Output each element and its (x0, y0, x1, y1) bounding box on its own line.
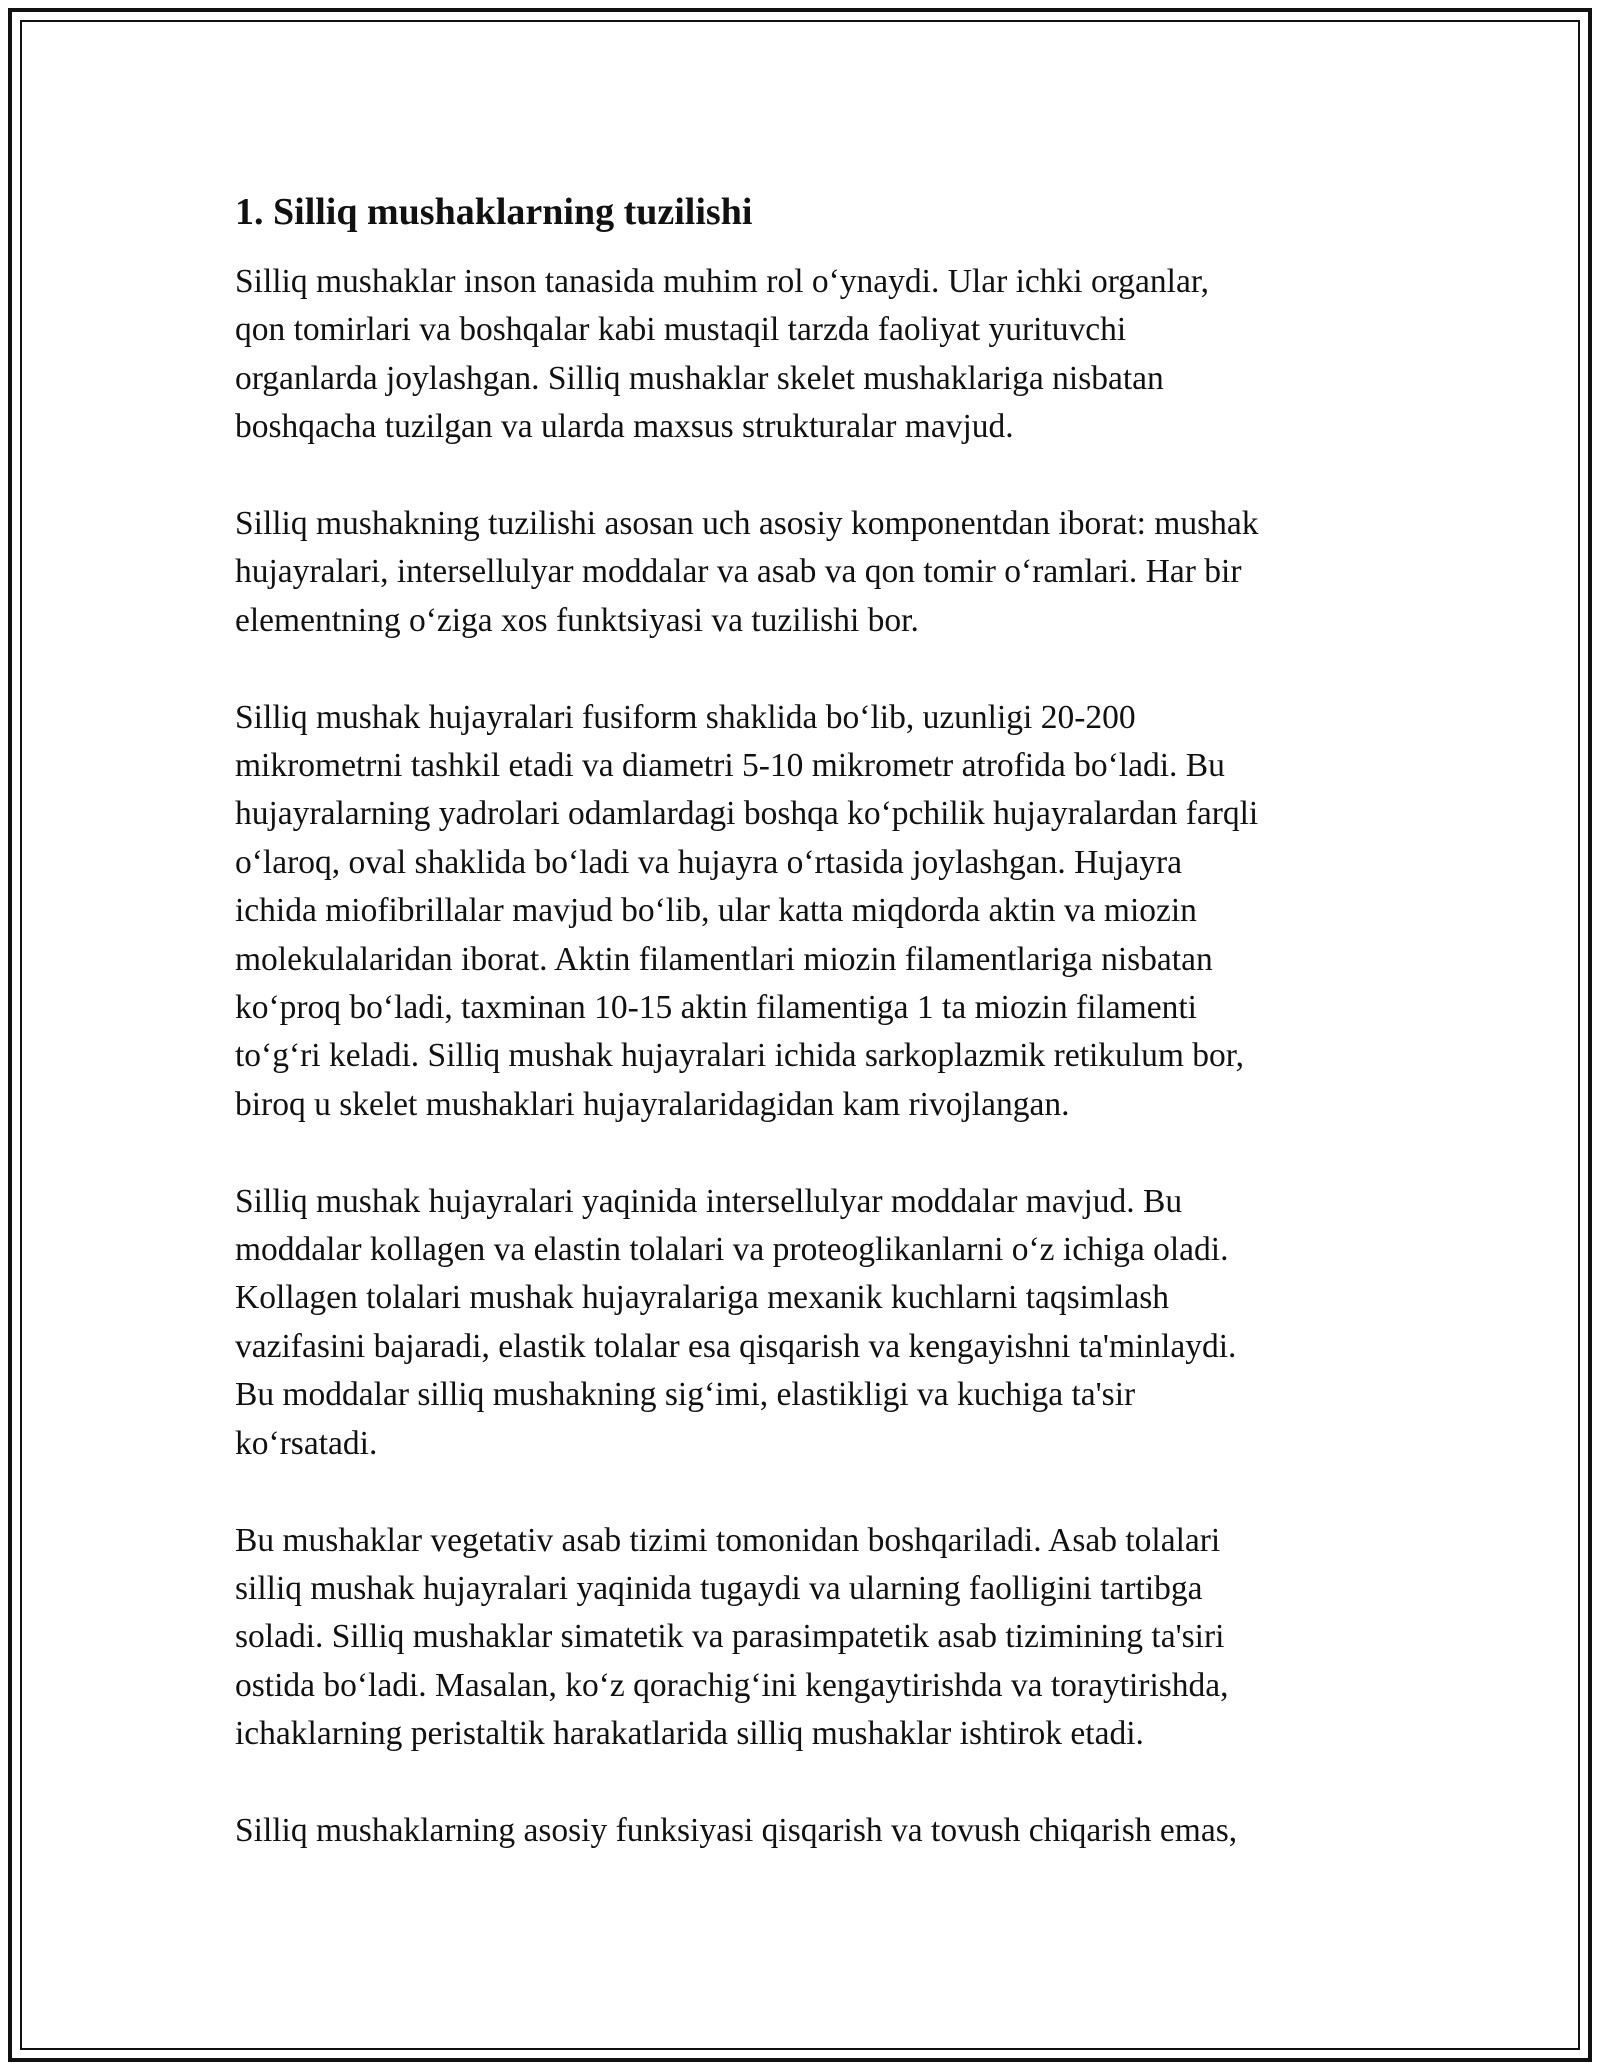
text-line: Silliq mushak hujayralari yaqinida intersellulyar moddalar mavjud. Bu (235, 1182, 1183, 1220)
text-line: Bu mushaklar vegetativ asab tizimi tomonidan boshqariladi. Asab tolalari (235, 1521, 1221, 1559)
text-line: Silliq mushak hujayralari fusiform shaklida bo‘lib, uzunligi 20-200 (235, 698, 1136, 736)
paragraph-2 (235, 500, 1385, 645)
document-body (235, 180, 1385, 1855)
text-line: biroq u skelet mushaklari hujayralaridagidan kam rivojlangan. (235, 1085, 1070, 1123)
text-line: ichida miofibrillalar mavjud bo‘lib, ular katta miqdorda aktin va miozin (235, 892, 1197, 930)
text-line: elementning o‘ziga xos funktsiyasi va tuzilishi bor. (235, 601, 919, 639)
text-line: vazifasini bajaradi, elastik tolalar esa qisqarish va kengayishni ta'minlaydi. (235, 1327, 1237, 1365)
text-line: to‘g‘ri keladi. Silliq mushak hujayralari ichida sarkoplazmik retikulum bor, (235, 1037, 1244, 1075)
paragraph-5 (235, 1517, 1385, 1759)
text-line: Bu moddalar silliq mushakning sig‘imi, elastikligi va kuchiga ta'sir (235, 1376, 1136, 1414)
text-line: Silliq mushaklar inson tanasida muhim rol o‘ynaydi. Ular ichki organlar, (235, 263, 1210, 300)
text-line: Silliq mushakning tuzilishi asosan uch asosiy komponentdan iborat: mushak (235, 505, 1259, 543)
paragraph-4 (235, 1178, 1385, 1468)
text-line: hujayralarning yadrolari odamlardagi boshqa ko‘pchilik hujayralardan farqli (235, 795, 1259, 833)
text-line: soladi. Silliq mushaklar simatetik va parasimpatetik asab tizimining ta'siri (235, 1618, 1225, 1656)
text-line: organlarda joylashgan. Silliq mushaklar skelet mushaklariga nisbatan (235, 359, 1164, 397)
paragraph-3 (235, 694, 1385, 1130)
text-line: Kollagen tolalari mushak hujayralariga mexanik kuchlarni taqsimlash (235, 1279, 1169, 1317)
text-line: Silliq mushaklarning asosiy funksiyasi qisqarish va tovush chiqarish emas, (235, 1811, 1238, 1849)
text-line: silliq mushak hujayralari yaqinida tugaydi va ularning faolligini tartibga (235, 1569, 1203, 1607)
text-line: molekulalaridan iborat. Aktin filamentlari miozin filamentlariga nisbatan (235, 940, 1213, 978)
text-line: o‘laroq, oval shaklida bo‘ladi va hujayra o‘rtasida joylashgan. Hujayra (235, 843, 1182, 881)
text-line: ichaklarning peristaltik harakatlarida silliq mushaklar ishtirok etadi. (235, 1715, 1144, 1753)
section-heading: 1. Silliq mushaklarning tuzilishi (235, 191, 753, 233)
text-line: mikrometrni tashkil etadi va diametri 5-10 mikrometr atrofida bo‘ladi. Bu (235, 747, 1225, 785)
text-line: qon tomirlari va boshqalar kabi mustaqil tarzda faoliyat yurituvchi (235, 311, 1127, 349)
text-line: ostida bo‘ladi. Masalan, ko‘z qorachig‘ini kengaytirishda va toraytirishda, (235, 1666, 1229, 1704)
paragraph-6 (235, 1807, 1385, 1855)
text-line: moddalar kollagen va elastin tolalari va proteoglikanlarni o‘z ichiga oladi. (235, 1231, 1229, 1269)
text-line: ko‘rsatadi. (235, 1424, 378, 1462)
text-line: ko‘proq bo‘ladi, taxminan 10-15 aktin filamentiga 1 ta miozin filamenti (235, 989, 1197, 1027)
paragraph-1 (235, 258, 1385, 452)
text-line: boshqacha tuzilgan va ularda maxsus strukturalar mavjud. (235, 408, 1014, 446)
text-line: hujayralari, intersellulyar moddalar va asab va qon tomir o‘ramlari. Har bir (235, 553, 1242, 591)
